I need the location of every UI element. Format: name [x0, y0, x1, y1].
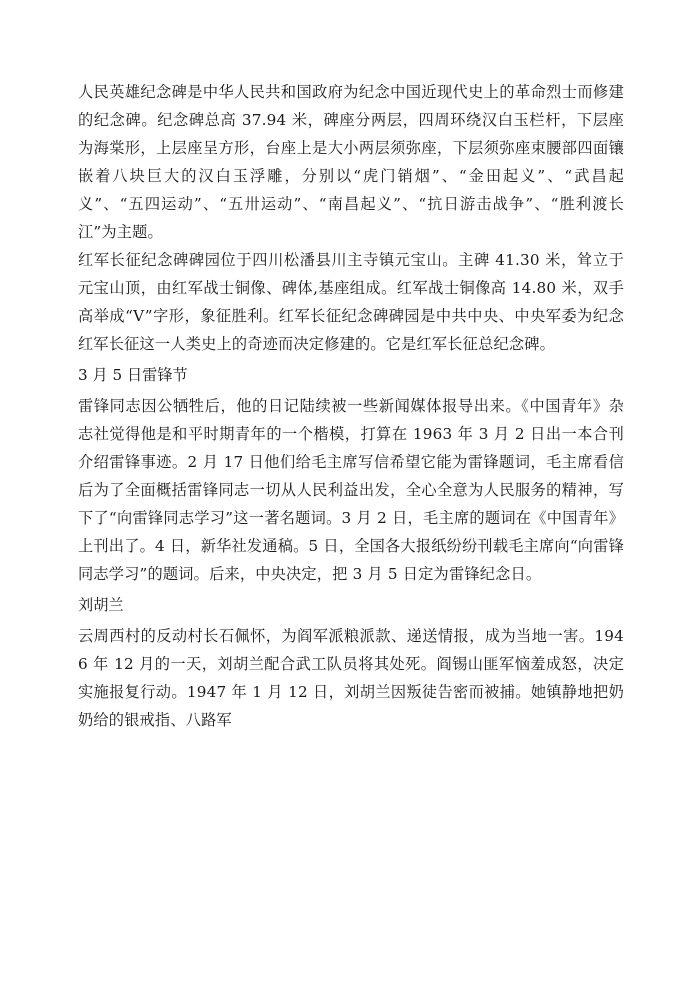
document-page	[78, 78, 624, 734]
section-heading-liu-hulan: 刘胡兰	[78, 596, 124, 614]
paragraph-monument-heroes: 人民英雄纪念碑是中华人民共和国政府为纪念中国近现代史上的革命烈士而修建的纪念碑。纪念碑总高 37.94 米，碑座分两层，四周环绕汉白玉栏杆，下层座为海棠形，上层座呈方形，台座上是大小两层须弥座，下层须弥座束腰部四面镶嵌着八块巨大的汉白玉浮雕，分别以“虎门销烟”、“金田起义”、“武昌起义”、“五四运动”、“五卅运动”、“南昌起义”、“抗日游击战争”、“胜利渡长江”为主题。	[78, 83, 624, 241]
paragraph-liu-hulan: 云周西村的反动村长石佩怀，为阎军派粮派款、递送情报，成为当地一害。1946 年 12 月的一天，刘胡兰配合武工队员将其处死。阎锡山匪军恼羞成怒，决定实施报复行动。1947 年 1 月 12 日，刘胡兰因叛徒告密而被捕。她镇静地把奶奶给的银戒指、八路军	[78, 627, 624, 729]
section-heading-leifeng-day: 3 月 5 日雷锋节	[78, 366, 188, 384]
paragraph-long-march-monument: 红军长征纪念碑碑园位于四川松潘县川主寺镇元宝山。主碑 41.30 米，耸立于元宝山顶，由红军战士铜像、碑体,基座组成。红军战士铜像高 14.80 米，双手高举成“V”字形，象征胜利。红军长征纪念碑碑园是中共中央、中央军委为纪念红军长征这一人类史上的奇迹而决定修建的。它是红军长征总纪念碑。	[78, 251, 624, 353]
paragraph-leifeng: 雷锋同志因公牺牲后，他的日记陆续被一些新闻媒体报导出来。《中国青年》杂志社觉得他是和平时期青年的一个楷模，打算在 1963 年 3 月 2 日出一本合刊介绍雷锋事迹。2 月 17 日他们给毛主席写信希望它能为雷锋题词，毛主席看信后为了全面概括雷锋同志一切从人民利益出发，全心全意为人民服务的精神，写下了“向雷锋同志学习”这一著名题词。3 月 2 日，毛主席的题词在《中国青年》上刊出了。4 日，新华社发通稿。5 日，全国各大报纸纷纷刊载毛主席向“向雷锋同志学习”的题词。后来，中央决定，把 3 月 5 日定为雷锋纪念日。	[78, 397, 624, 583]
